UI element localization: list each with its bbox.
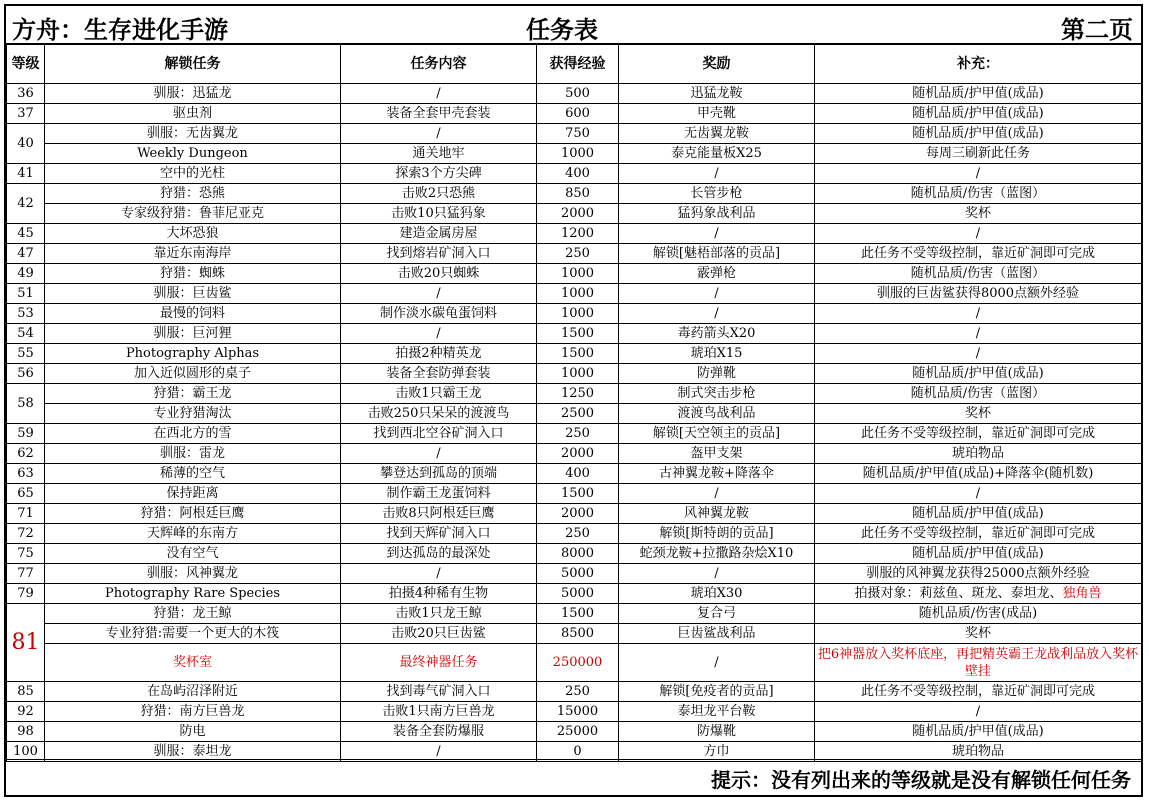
table-row	[7, 124, 1142, 144]
level-cell: 56	[7, 364, 45, 384]
note-cell: 奖杯	[815, 624, 1142, 644]
content-cell: 击败10只猛犸象	[341, 204, 537, 224]
header-reward: 奖励	[619, 45, 815, 84]
note-cell: 随机品质/护甲值(成品)	[815, 364, 1142, 384]
note-cell: /	[815, 164, 1142, 184]
task-cell: 驯服：雷龙	[45, 444, 341, 464]
task-cell: 驯服：泰坦龙	[45, 742, 341, 762]
task-cell: 空中的光柱	[45, 164, 341, 184]
note-highlight: 独角兽	[1062, 585, 1102, 601]
content-cell: 制作霸王龙蛋饲料	[341, 484, 537, 504]
reward-cell: 泰坦龙平台鞍	[619, 702, 815, 722]
note-cell: 琥珀物品	[815, 742, 1142, 762]
table-row	[7, 104, 1142, 124]
header-task-content: 任务内容	[341, 45, 537, 84]
table-row	[7, 144, 1142, 164]
reward-cell: /	[619, 284, 815, 304]
reward-cell: 琥珀X30	[619, 584, 815, 604]
level-cell: 55	[7, 344, 45, 364]
exp-cell: 400	[537, 164, 619, 184]
level-cell: 36	[7, 84, 45, 104]
reward-cell: /	[619, 224, 815, 244]
note-cell: 此任务不受等级控制，靠近矿洞即可完成	[815, 682, 1142, 702]
reward-cell: 古神翼龙鞍+降落伞	[619, 464, 815, 484]
task-table	[6, 44, 1142, 762]
task-cell: 狩猎：龙王鲸	[45, 604, 341, 624]
table-row	[7, 424, 1142, 444]
header-exp: 获得经验	[537, 45, 619, 84]
task-cell: 在西北方的雪	[45, 424, 341, 444]
exp-cell: 1500	[537, 324, 619, 344]
header-level: 等级	[7, 45, 45, 84]
content-cell: 装备全套甲壳套装	[341, 104, 537, 124]
level-cell: 62	[7, 444, 45, 464]
level-cell: 42	[7, 184, 45, 224]
exp-cell: 250000	[537, 644, 619, 682]
game-title: 方舟：生存进化手游	[12, 16, 228, 44]
exp-cell: 500	[537, 84, 619, 104]
exp-cell: 2000	[537, 444, 619, 464]
table-row	[7, 404, 1142, 424]
reward-cell: 琥珀X15	[619, 344, 815, 364]
table-row	[7, 682, 1142, 702]
exp-cell: 250	[537, 682, 619, 702]
table-row	[7, 364, 1142, 384]
reward-cell: 渡渡鸟战利品	[619, 404, 815, 424]
task-cell: Weekly Dungeon	[45, 144, 341, 164]
reward-cell: 防弹靴	[619, 364, 815, 384]
task-cell: 没有空气	[45, 544, 341, 564]
content-cell: 找到天辉矿洞入口	[341, 524, 537, 544]
exp-cell: 2000	[537, 204, 619, 224]
level-cell: 77	[7, 564, 45, 584]
level-cell: 100	[7, 742, 45, 762]
task-cell: 加入近似圆形的桌子	[45, 364, 341, 384]
exp-cell: 8500	[537, 624, 619, 644]
task-cell: Photography Rare Species	[45, 584, 341, 604]
reward-cell: 解锁[魅梧部落的贡品]	[619, 244, 815, 264]
level-cell: 41	[7, 164, 45, 184]
level-cell: 65	[7, 484, 45, 504]
level-cell: 51	[7, 284, 45, 304]
task-cell: 防电	[45, 722, 341, 742]
content-cell: 拍摄2种精英龙	[341, 344, 537, 364]
level-cell: 81	[7, 604, 45, 682]
header-unlock-task: 解锁任务	[45, 45, 341, 84]
table-row	[7, 584, 1142, 604]
reward-cell: 毒药箭头X20	[619, 324, 815, 344]
content-cell: /	[341, 124, 537, 144]
task-cell: 驯服：巨河狸	[45, 324, 341, 344]
exp-cell: 1200	[537, 224, 619, 244]
exp-cell: 1000	[537, 264, 619, 284]
content-cell: /	[341, 324, 537, 344]
note-cell: 琥珀物品	[815, 444, 1142, 464]
reward-cell: 巨齿鲨战利品	[619, 624, 815, 644]
content-cell: 最终神器任务	[341, 644, 537, 682]
content-cell: 击败2只恐熊	[341, 184, 537, 204]
content-cell: 找到毒气矿洞入口	[341, 682, 537, 702]
note-cell: 随机品质/护甲值(成品)	[815, 722, 1142, 742]
level-cell: 63	[7, 464, 45, 484]
reward-cell: /	[619, 304, 815, 324]
level-cell: 71	[7, 504, 45, 524]
exp-cell: 250	[537, 524, 619, 544]
task-cell: 靠近东南海岸	[45, 244, 341, 264]
reward-cell: /	[619, 164, 815, 184]
exp-cell: 1000	[537, 144, 619, 164]
reward-cell: 长管步枪	[619, 184, 815, 204]
task-cell: 驯服：风神翼龙	[45, 564, 341, 584]
level-cell: 85	[7, 682, 45, 702]
note-cell: 驯服的风神翼龙获得25000点额外经验	[815, 564, 1142, 584]
table-row	[7, 624, 1142, 644]
note-cell: 把6神器放入奖杯底座，再把精英霸王龙战利品放入奖杯壁挂	[815, 644, 1142, 682]
table-row	[7, 284, 1142, 304]
reward-cell: 复合弓	[619, 604, 815, 624]
content-cell: 拍摄4种稀有生物	[341, 584, 537, 604]
reward-cell: 防爆靴	[619, 722, 815, 742]
exp-cell: 1000	[537, 304, 619, 324]
content-cell: 击败250只呆呆的渡渡鸟	[341, 404, 537, 424]
task-cell: 奖杯室	[45, 644, 341, 682]
table-row	[7, 264, 1142, 284]
note-cell: /	[815, 304, 1142, 324]
table-row	[7, 164, 1142, 184]
reward-cell: 解锁[天空领主的贡品]	[619, 424, 815, 444]
table-title: 任务表	[526, 16, 598, 44]
note-cell: 随机品质/护甲值(成品)	[815, 104, 1142, 124]
exp-cell: 1250	[537, 384, 619, 404]
reward-cell: 盔甲支架	[619, 444, 815, 464]
exp-cell: 1500	[537, 484, 619, 504]
note-cell: 每周三刷新此任务	[815, 144, 1142, 164]
reward-cell: 泰克能量板X25	[619, 144, 815, 164]
content-cell: 击败20只蜘蛛	[341, 264, 537, 284]
exp-cell: 1000	[537, 364, 619, 384]
reward-cell: /	[619, 564, 815, 584]
table-row	[7, 184, 1142, 204]
note-cell: /	[815, 702, 1142, 722]
note-cell: /	[815, 344, 1142, 364]
exp-cell: 600	[537, 104, 619, 124]
title-bar	[6, 6, 1141, 44]
content-cell: /	[341, 564, 537, 584]
level-cell: 79	[7, 584, 45, 604]
note-cell: 随机品质/伤害（蓝图）	[815, 184, 1142, 204]
table-row	[7, 604, 1142, 624]
note-cell: 奖杯	[815, 204, 1142, 224]
content-cell: 装备全套防弹套装	[341, 364, 537, 384]
content-cell: /	[341, 284, 537, 304]
exp-cell: 0	[537, 742, 619, 762]
reward-cell: 方巾	[619, 742, 815, 762]
table-row	[7, 304, 1142, 324]
note-cell: 随机品质/护甲值(成品)	[815, 504, 1142, 524]
exp-cell: 5000	[537, 564, 619, 584]
reward-cell: 无齿翼龙鞍	[619, 124, 815, 144]
content-cell: 探索3个方尖碑	[341, 164, 537, 184]
task-cell: 专家级狩猎：鲁菲尼亚克	[45, 204, 341, 224]
task-cell: 天辉峰的东南方	[45, 524, 341, 544]
table-row	[7, 464, 1142, 484]
note-cell: 随机品质/护甲值(成品)	[815, 84, 1142, 104]
reward-cell: 猛犸象战利品	[619, 204, 815, 224]
level-cell: 49	[7, 264, 45, 284]
note-cell: 随机品质/护甲值(成品)	[815, 124, 1142, 144]
exp-cell: 2500	[537, 404, 619, 424]
page-label: 第二页	[1061, 16, 1133, 44]
table-row	[7, 702, 1142, 722]
reward-cell: /	[619, 484, 815, 504]
content-cell: /	[341, 444, 537, 464]
exp-cell: 5000	[537, 584, 619, 604]
level-cell: 37	[7, 104, 45, 124]
table-row	[7, 484, 1142, 504]
table-row	[7, 224, 1142, 244]
task-cell: 狩猎：南方巨兽龙	[45, 702, 341, 722]
table-row	[7, 384, 1142, 404]
reward-cell: 迅猛龙鞍	[619, 84, 815, 104]
task-cell: 在岛屿沼泽附近	[45, 682, 341, 702]
task-cell: 狩猎：霸王龙	[45, 384, 341, 404]
table-header-row	[7, 45, 1142, 84]
reward-cell: 蛇颈龙鞍+拉撒路杂烩X10	[619, 544, 815, 564]
footer-hint: 提示：没有列出来的等级就是没有解锁任何任务	[711, 768, 1131, 792]
reward-cell: 解锁[免疫者的贡品]	[619, 682, 815, 702]
header-note: 补充：	[815, 45, 1142, 84]
exp-cell: 250	[537, 244, 619, 264]
level-cell: 53	[7, 304, 45, 324]
table-row	[7, 504, 1142, 524]
level-cell: 98	[7, 722, 45, 742]
reward-cell: 霰弹枪	[619, 264, 815, 284]
task-cell: 稀薄的空气	[45, 464, 341, 484]
exp-cell: 15000	[537, 702, 619, 722]
task-cell: 狩猎：蜘蛛	[45, 264, 341, 284]
content-cell: 击败1只南方巨兽龙	[341, 702, 537, 722]
note-cell: 此任务不受等级控制，靠近矿洞即可完成	[815, 524, 1142, 544]
exp-cell: 1500	[537, 604, 619, 624]
level-cell: 92	[7, 702, 45, 722]
table-row-highlight	[7, 644, 1142, 682]
task-cell: 狩猎：阿根廷巨鹰	[45, 504, 341, 524]
table-row	[7, 722, 1142, 742]
reward-cell: 甲壳靴	[619, 104, 815, 124]
reward-cell: 解锁[斯特朗的贡品]	[619, 524, 815, 544]
task-cell: 驯服：迅猛龙	[45, 84, 341, 104]
table-row	[7, 524, 1142, 544]
table-row	[7, 84, 1142, 104]
content-cell: 装备全套防爆服	[341, 722, 537, 742]
content-cell: 建造金属房屋	[341, 224, 537, 244]
table-row	[7, 204, 1142, 224]
content-cell: 击败1只霸王龙	[341, 384, 537, 404]
table-row	[7, 544, 1142, 564]
note-cell	[815, 584, 1142, 604]
exp-cell: 1000	[537, 284, 619, 304]
level-cell: 75	[7, 544, 45, 564]
reward-cell: 风神翼龙鞍	[619, 504, 815, 524]
exp-cell: 1500	[537, 344, 619, 364]
footer-note-bar	[6, 759, 1141, 795]
table-row	[7, 444, 1142, 464]
table-row	[7, 244, 1142, 264]
content-cell: 找到西北空谷矿洞入口	[341, 424, 537, 444]
task-cell: 大坏恐狼	[45, 224, 341, 244]
level-cell: 59	[7, 424, 45, 444]
content-cell: /	[341, 742, 537, 762]
content-cell: 制作淡水碳龟蛋饲料	[341, 304, 537, 324]
reward-cell: /	[619, 644, 815, 682]
task-cell: 驯服：巨齿鲨	[45, 284, 341, 304]
exp-cell: 25000	[537, 722, 619, 742]
note-cell: 此任务不受等级控制，靠近矿洞即可完成	[815, 244, 1142, 264]
exp-cell: 2000	[537, 504, 619, 524]
note-cell: /	[815, 484, 1142, 504]
exp-cell: 250	[537, 424, 619, 444]
table-row	[7, 344, 1142, 364]
task-cell: Photography Alphas	[45, 344, 341, 364]
note-text: 拍摄对象：莉兹鱼、斑龙、泰坦龙、	[854, 585, 1063, 601]
content-cell: 找到熔岩矿洞入口	[341, 244, 537, 264]
reward-cell: 制式突击步枪	[619, 384, 815, 404]
table-row	[7, 564, 1142, 584]
content-cell: 击败8只阿根廷巨鹰	[341, 504, 537, 524]
level-cell: 58	[7, 384, 45, 424]
content-cell: 通关地牢	[341, 144, 537, 164]
level-cell: 40	[7, 124, 45, 164]
content-cell: 击败1只龙王鲸	[341, 604, 537, 624]
task-cell: 专业狩猎:需要一个更大的木筏	[45, 624, 341, 644]
task-cell: 最慢的饲料	[45, 304, 341, 324]
level-cell: 54	[7, 324, 45, 344]
task-sheet	[4, 4, 1143, 797]
note-cell: 此任务不受等级控制，靠近矿洞即可完成	[815, 424, 1142, 444]
exp-cell: 8000	[537, 544, 619, 564]
content-cell: 到达孤岛的最深处	[341, 544, 537, 564]
note-cell: 奖杯	[815, 404, 1142, 424]
level-cell: 45	[7, 224, 45, 244]
exp-cell: 850	[537, 184, 619, 204]
table-row	[7, 324, 1142, 344]
exp-cell: 750	[537, 124, 619, 144]
note-cell: 随机品质/伤害（蓝图）	[815, 384, 1142, 404]
note-cell: /	[815, 224, 1142, 244]
level-cell: 47	[7, 244, 45, 264]
note-cell: 随机品质/护甲值(成品)+降落伞(随机数)	[815, 464, 1142, 484]
task-cell: 驱虫剂	[45, 104, 341, 124]
note-cell: 随机品质/伤害（蓝图）	[815, 264, 1142, 284]
task-cell: 保持距离	[45, 484, 341, 504]
level-cell: 72	[7, 524, 45, 544]
exp-cell: 400	[537, 464, 619, 484]
note-cell: 驯服的巨齿鲨获得8000点额外经验	[815, 284, 1142, 304]
note-cell: 随机品质/护甲值(成品)	[815, 544, 1142, 564]
task-cell: 专业狩猎淘汰	[45, 404, 341, 424]
content-cell: 攀登达到孤岛的顶端	[341, 464, 537, 484]
note-cell: 随机品质/伤害(成品)	[815, 604, 1142, 624]
task-cell: 狩猎：恐熊	[45, 184, 341, 204]
task-cell: 驯服：无齿翼龙	[45, 124, 341, 144]
content-cell: /	[341, 84, 537, 104]
content-cell: 击败20只巨齿鲨	[341, 624, 537, 644]
note-cell: /	[815, 324, 1142, 344]
